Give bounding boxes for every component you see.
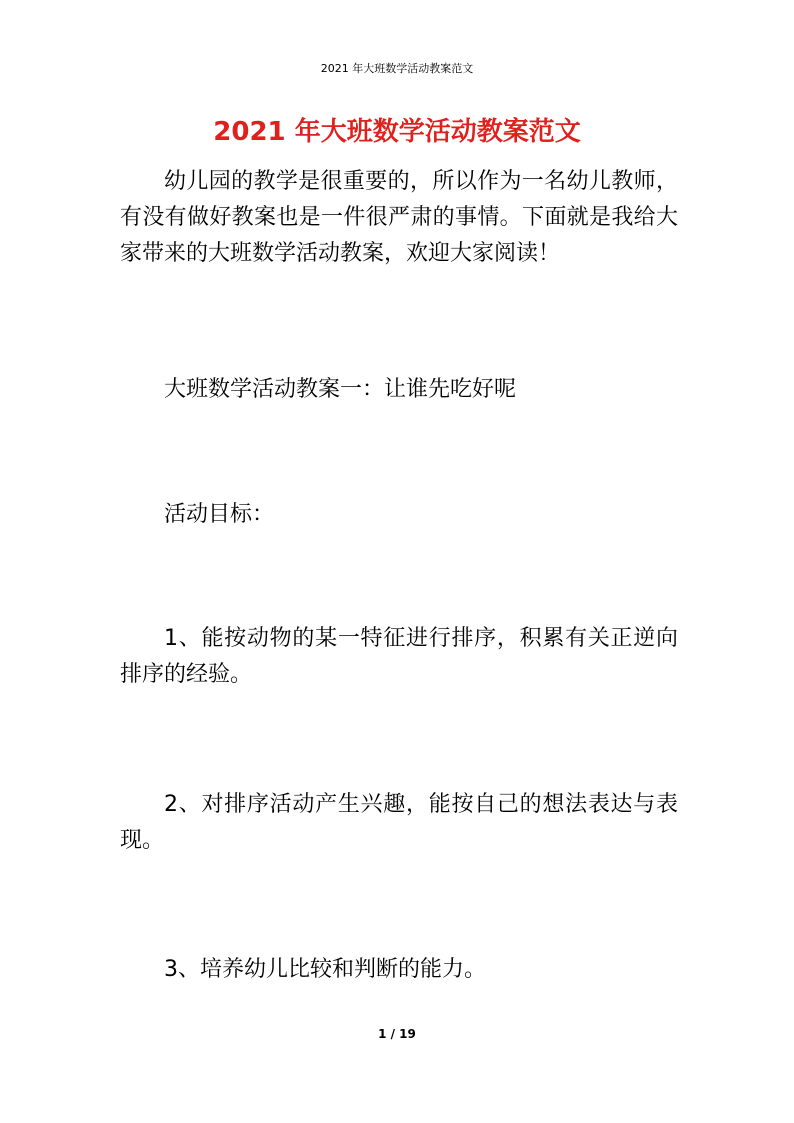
goal-item-1: 1、能按动物的某一特征进行排序，积累有关正逆向排序的经验。 xyxy=(120,626,678,687)
goal-item-2: 2、对排序活动产生兴趣，能按自己的想法表达与表现。 xyxy=(120,792,678,853)
running-header: 2021 年大班数学活动教案范文 xyxy=(320,62,474,75)
goal-item-3: 3、培养幼儿比较和判断的能力。 xyxy=(164,957,486,982)
document-title: 2021 年大班数学活动教案范文 xyxy=(213,117,581,147)
page-number: 1 / 19 xyxy=(378,1027,416,1041)
intro-paragraph: 幼儿园的教学是很重要的，所以作为一名幼儿教师，有没有做好教案也是一件很严肃的事情。下面就是我给大家带来的大班数学活动教案，欢迎大家阅读！ xyxy=(120,169,678,266)
goals-label: 活动目标： xyxy=(164,502,275,527)
section-heading: 大班数学活动教案一：让谁先吃好呢 xyxy=(164,377,517,402)
